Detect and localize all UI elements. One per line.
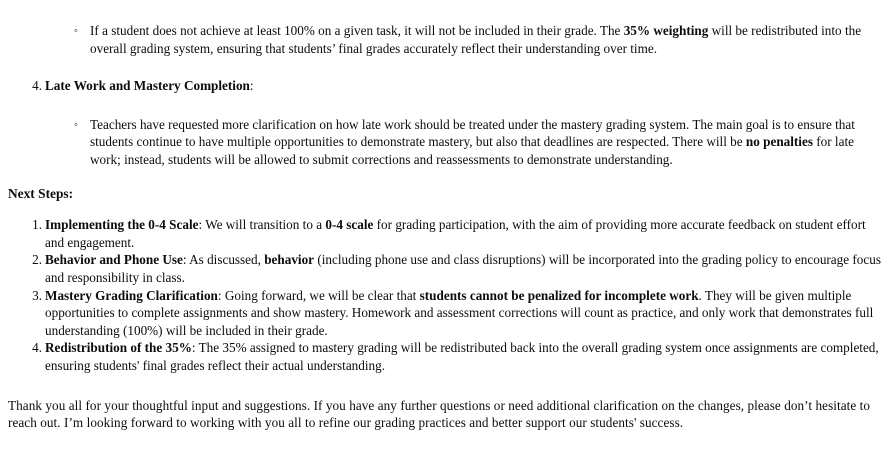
section-heading-next-steps <box>8 185 883 203</box>
spacer <box>8 95 883 116</box>
bold-run: 0-4 scale <box>325 217 374 233</box>
bold-run: Redistribution of the 35% <box>45 340 192 356</box>
numbered-list-next-steps <box>8 216 883 374</box>
next-step-behavior-and-phone-use: Behavior and Phone Use: As discussed, behavior (including phone use and class disruptions) will be incorporated into the grading policy to encourage focus and responsibility in class. <box>45 252 881 285</box>
list-marker-2: 2. <box>32 252 42 268</box>
list-item <box>8 77 883 95</box>
next-step-implementing-0-4-scale: Implementing the 0-4 Scale: We will transition to a 0-4 scale for grading participation, with the aim of providing more accurate feedback on student effort and engagement. <box>45 217 866 250</box>
bold-run: behavior <box>264 252 315 268</box>
spacer <box>8 57 883 77</box>
list-item <box>8 22 883 57</box>
list-marker-4: 4. <box>32 340 42 356</box>
list-marker-1: 1. <box>32 217 42 233</box>
top-spacer <box>8 0 883 22</box>
bold-run: Mastery Grading Clarification <box>45 287 218 303</box>
spacer <box>8 202 883 216</box>
list-item <box>8 287 883 340</box>
bullet-text-grade-threshold: If a student does not achieve at least 100% on a given task, it will not be included in their grade. The 35% weighting will be redistributed into the overall grading system, ensuring that students’ final grades accurately reflect their understanding over time. <box>90 23 862 56</box>
heading-late-work-mastery-completion: Late Work and Mastery Completion: <box>45 78 254 94</box>
list-item <box>8 216 883 251</box>
bullet-list-grade-threshold <box>8 22 883 57</box>
bold-run: Behavior and Phone Use <box>45 252 183 268</box>
bold-run: 35% weighting <box>623 23 709 38</box>
numbered-list-late-work <box>8 77 883 95</box>
next-step-mastery-grading-clarification: Mastery Grading Clarification: Going forward, we will be clear that students cannot be penalized for incomplete work. They will be given multiple opportunities to complete assignments and show mastery. Homework and assessment corrections will count as practice, and only work that demonstrates full understanding (100%) will be included in their grade. <box>45 287 874 338</box>
list-marker-3: 3. <box>32 287 42 303</box>
list-item <box>8 116 883 169</box>
bold-run: Next Steps: <box>8 185 74 201</box>
circle-bullet-icon: ◦ <box>74 118 78 131</box>
list-marker-4: 4. <box>32 78 42 94</box>
spacer <box>8 169 883 185</box>
circle-bullet-icon: ◦ <box>74 25 78 37</box>
bold-run: no penalties <box>745 134 813 150</box>
bold-run: Implementing the 0-4 Scale <box>45 217 199 233</box>
spacer <box>8 375 883 397</box>
bold-run: students cannot be penalized for incomplete work <box>419 287 699 303</box>
closing-paragraph: Thank you all for your thoughtful input and suggestions. If you have any further questions or need additional clarification on the changes, please don’t hesitate to reach out. I’m looking forward to working with you all to refine our grading practices and better support our students' success. <box>8 397 871 431</box>
document-body <box>8 0 883 432</box>
bullet-list-late-work-detail <box>8 116 883 169</box>
list-item <box>8 339 883 374</box>
bold-run: Late Work and Mastery Completion <box>45 78 250 94</box>
list-item <box>8 251 883 286</box>
bullet-text-late-work-detail: Teachers have requested more clarification on how late work should be treated under the mastery grading system. The main goal is to ensure that students continue to have multiple opportunities to demonstrate mastery, but also that deadlines are respected. There will be no penalties for late work; instead, students will be allowed to submit corrections and reassessments to demonstrate understanding. <box>90 116 855 167</box>
next-step-redistribution-of-35-percent: Redistribution of the 35%: The 35% assigned to mastery grading will be redistributed back into the overall grading system once assignments are completed, ensuring students' final grades reflect their actual understanding. <box>45 340 879 373</box>
